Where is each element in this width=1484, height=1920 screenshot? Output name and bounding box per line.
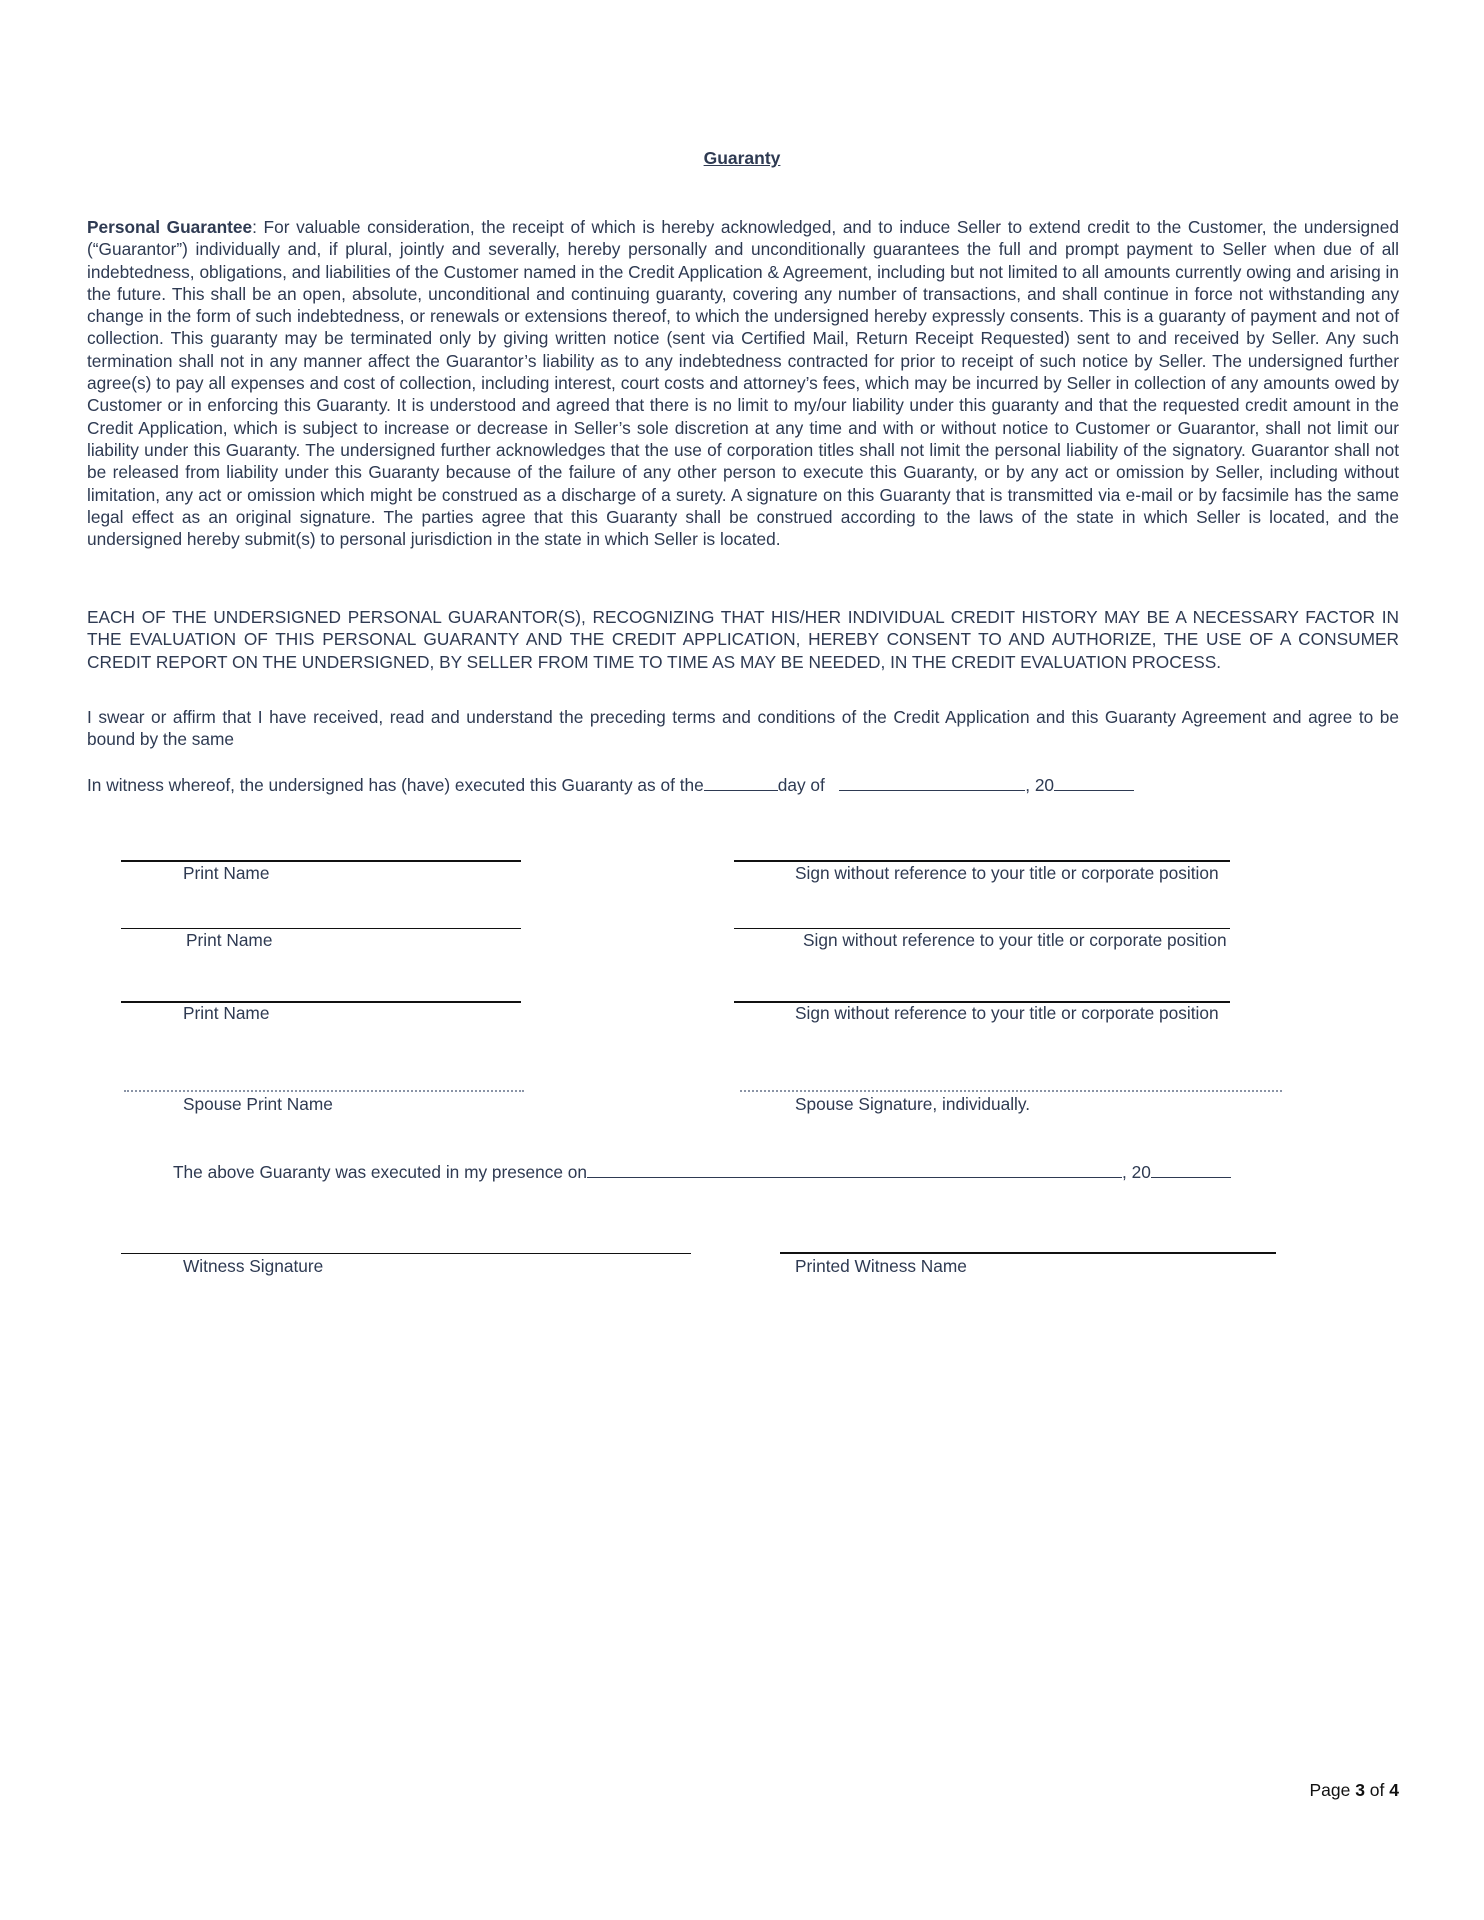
presence-clause [173,1162,1231,1183]
witness-signature-label: Witness Signature [183,1256,324,1276]
printed-witness-name-label: Printed Witness Name [795,1256,967,1276]
spouse-print-name-line[interactable] [124,1090,524,1092]
print-name-line-2[interactable] [121,928,521,929]
page-prefix: Page [1309,1780,1356,1800]
spouse-print-name-label: Spouse Print Name [183,1094,333,1114]
signature-label-1: Sign without reference to your title or corporate position [795,863,1219,883]
witness-signature-line[interactable] [121,1253,691,1254]
signature-line-1[interactable] [734,860,1230,862]
presence-text: The above Guaranty was executed in my presence on [173,1162,588,1182]
month-field[interactable] [839,776,1025,791]
credit-consent-paragraph: EACH OF THE UNDERSIGNED PERSONAL GUARANTOR(S), RECOGNIZING THAT HIS/HER INDIVIDUAL CREDIT HISTORY MAY BE A NECESSARY FACTOR IN THE EVALUATION OF THIS PERSONAL GUARANTY AND THE CREDIT APPLICATION, HEREBY CONSENT TO AND AUTHORIZE, THE USE OF A CONSUMER CREDIT REPORT ON THE UNDERSIGNED, BY SELLER FROM TIME TO TIME AS MAY BE NEEDED, IN THE CREDIT EVALUATION PROCESS. [87,607,1399,672]
print-name-label-2: Print Name [186,930,273,950]
personal-guarantee-text: : For valuable consideration, the receipt of which is hereby acknowledged, and to induce Seller to extend credit to the Customer, the undersigned (“Guarantor”) individually and, if plural, jointly and severally, hereby personally and unconditionally guarantees the full and prompt payment to Seller when due of all indebtedness, obligations, and liabilities of the Customer named in the Credit Application & Agreement, including but not limited to all amounts currently owing and arising in the future. This shall be an open, absolute, unconditional and continuing guaranty, covering any number of transactions, and shall continue in force not withstanding any change in the form of such indebtedness, or renewals or extensions thereof, to which the undersigned hereby expressly consents. This is a guaranty of payment and not of collection. This guaranty may be terminated only by giving written notice (sent via Certified Mail, Return Receipt Requested) sent to and received by Seller. Any such termination shall not in any manner affect the Guarantor’s liability as to any indebtedness contracted for prior to receipt of such notice by Seller. The undersigned further agree(s) to pay all expenses and cost of collection, including interest, court costs and attorney’s fees, which may be incurred by Seller in collection of any amounts owed by Customer or in enforcing this Guaranty. It is understood and agreed that there is no limit to my/our liability under this guaranty and that the requested credit amount in the Credit Application, which is subject to increase or decrease in Seller’s sole discretion at any time and with or without notice to Customer or Guarantor, shall not limit our liability under this Guaranty. The undersigned further acknowledges that the use of corporation titles shall not limit the personal liability of the signatory. Guarantor shall not be released from liability under this Guaranty because of the failure of any other person to execute this Guaranty, or by any act or omission by Seller, including without limitation, any act or omission which might be construed as a discharge of a surety. A signature on this Guaranty that is transmitted via e-mail or by facsimile has the same legal effect as an original signature. The parties agree that this Guaranty shall be construed according to the laws of the state in which Seller is located, and the undersigned hereby submit(s) to personal jurisdiction in the state in which Seller is located. [87,217,1399,550]
spouse-signature-line[interactable] [740,1090,1282,1092]
presence-date-field[interactable] [587,1163,1122,1178]
printed-witness-name-line[interactable] [780,1252,1276,1254]
print-name-label-3: Print Name [183,1003,270,1023]
total-pages: 4 [1389,1780,1399,1800]
presence-year-field[interactable] [1151,1163,1231,1178]
year-label: , 20 [1025,775,1055,795]
witness-clause-text: In witness whereof, the undersigned has (have) executed this Guaranty as of the [87,775,704,795]
current-page: 3 [1355,1780,1365,1800]
personal-guarantee-heading: Personal Guarantee [87,217,253,237]
page-number [1309,1780,1399,1801]
presence-year-label: , 20 [1122,1162,1151,1182]
page-title: Guaranty [703,148,781,168]
signature-line-2[interactable] [734,928,1230,929]
day-field[interactable] [704,776,778,791]
print-name-line-1[interactable] [121,860,521,862]
year-field[interactable] [1054,776,1134,791]
affirmation-paragraph: I swear or affirm that I have received, read and understand the preceding terms and conditions of the Credit Application and this Guaranty Agreement and agree to be bound by the same [87,707,1399,750]
spouse-signature-label: Spouse Signature, individually. [795,1094,1031,1114]
print-name-line-3[interactable] [121,1001,521,1003]
print-name-label-1: Print Name [183,863,270,883]
signature-label-2: Sign without reference to your title or corporate position [803,930,1227,950]
signature-label-3: Sign without reference to your title or corporate position [795,1003,1219,1023]
page-of: of [1364,1780,1390,1800]
witness-clause [87,774,1399,796]
day-of-label: day of [777,775,825,795]
personal-guarantee-paragraph [87,216,1399,550]
